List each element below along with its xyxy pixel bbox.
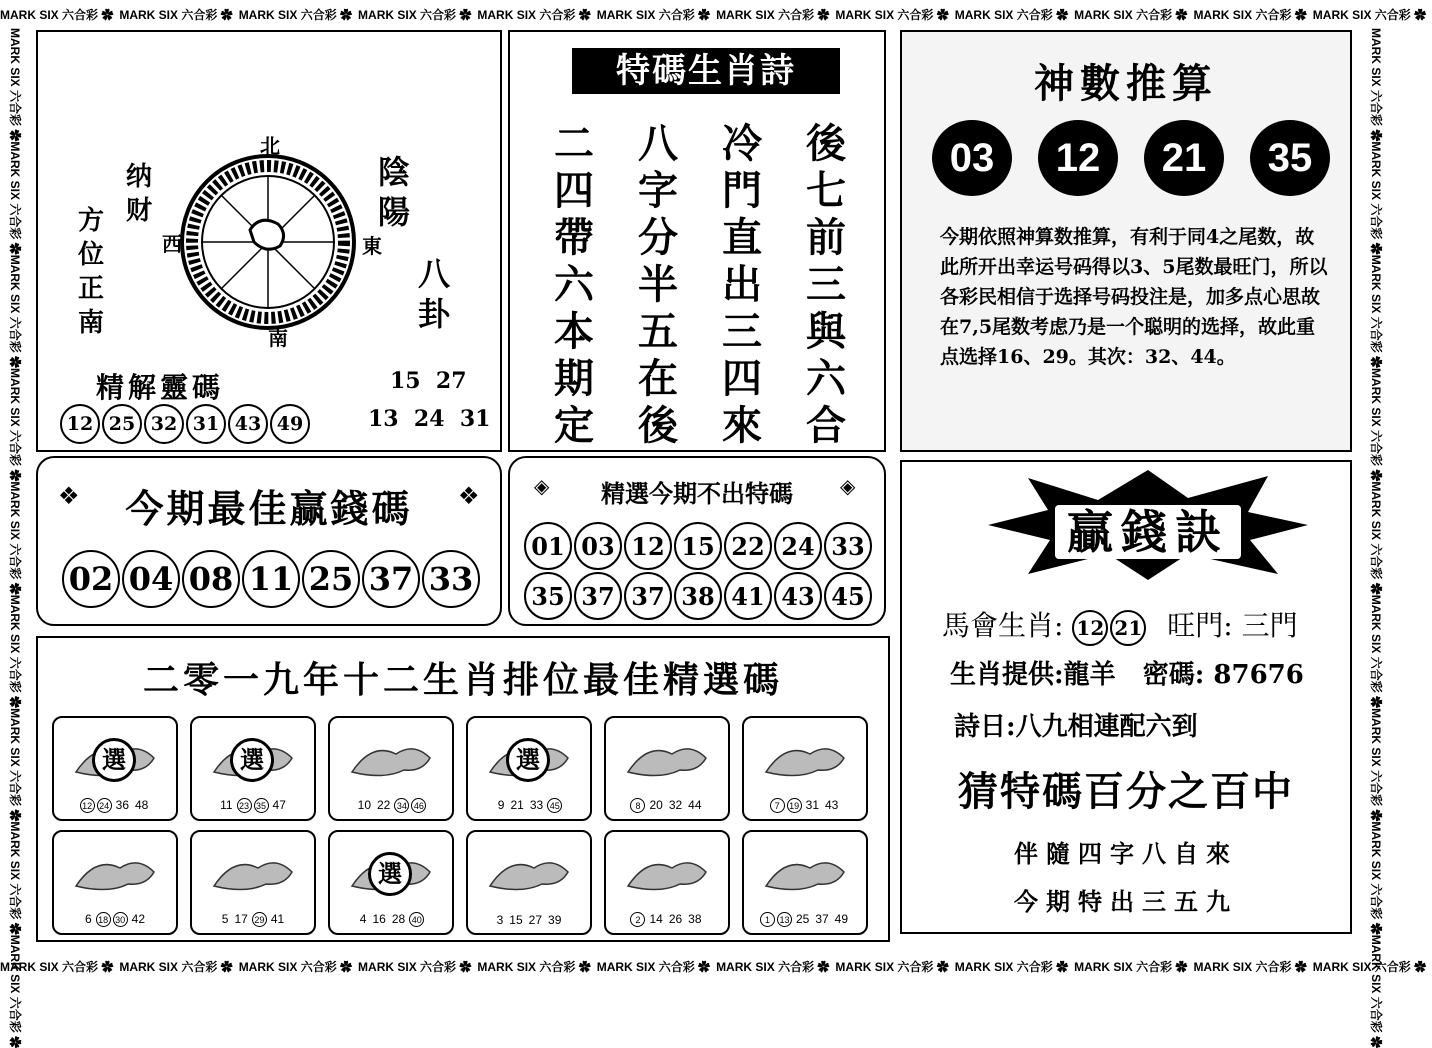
zodiac-number: 2 xyxy=(630,912,645,927)
number-ball: 37 xyxy=(574,572,622,620)
divine-text: 今期依照神算数推算，有利于同4之尾数，故此所开出幸运号码得以3、5尾数最旺门，所以各彩民相信于选择号码投注是，加多点心思故在7,5尾数考虑乃是一个聪明的选择，故此重点选择16、29。其次：32、44。 xyxy=(940,226,1328,368)
zodiac-number: 47 xyxy=(272,797,286,812)
no-special-row2 xyxy=(524,572,874,620)
number-ball: 08 xyxy=(182,550,240,608)
zodiac-number: 38 xyxy=(688,911,702,926)
win-title-text: 贏錢訣 xyxy=(1055,505,1241,559)
right-border-strip xyxy=(1363,28,1389,1048)
compass-balls xyxy=(60,404,312,444)
zodiac-number: 27 xyxy=(528,913,543,927)
zodiac-number: 11 xyxy=(220,797,233,812)
zodiac-number: 3 xyxy=(496,913,504,927)
zodiac-number: 16 xyxy=(372,911,386,926)
east-label: 東 xyxy=(362,234,382,258)
border-brand-unit: MARK SIX 六合彩 ✿ xyxy=(8,481,22,595)
number-ball: 02 xyxy=(62,550,120,608)
no-special-title: 精選今期不出特碼 xyxy=(601,479,793,508)
number-ball: 38 xyxy=(674,572,722,620)
border-brand-unit: MARK SIX 六合彩 ✿ xyxy=(8,594,22,709)
zodiac-number: 31 xyxy=(805,797,819,812)
zodiac-numbers xyxy=(472,798,586,813)
zodiac-panel xyxy=(36,636,890,942)
border-brand-unit: MARK SIX 六合彩 ✿ xyxy=(1369,934,1383,1048)
win-line1-tail: 旺門: 三門 xyxy=(1167,609,1298,642)
border-brand-unit: MARK SIX 六合彩 ✿ xyxy=(1369,821,1383,935)
zodiac-number: 15 xyxy=(509,913,523,927)
zodiac-numbers xyxy=(610,798,724,813)
win-line5: 今期特出三五九 xyxy=(1014,887,1238,916)
number-ball: 01 xyxy=(524,522,572,570)
best-panel xyxy=(36,456,502,626)
border-brand-unit: MARK SIX 六合彩 ✿ xyxy=(238,8,353,22)
no-special-panel xyxy=(508,456,886,626)
zodiac-cell xyxy=(466,830,592,935)
number-ball: 43 xyxy=(228,404,268,444)
zodiac-number: 12 xyxy=(80,798,95,813)
select-mark: 選 xyxy=(506,738,550,782)
border-brand-unit: MARK SIX 六合彩 ✿ xyxy=(8,821,22,935)
number-ball: 03 xyxy=(574,522,622,570)
zodiac-number: 32 xyxy=(668,797,683,812)
border-brand-unit: MARK SIX 六合彩 ✿ xyxy=(358,960,472,974)
number-ball: 35 xyxy=(524,572,572,620)
border-brand-unit: MARK SIX 六合彩 ✿ xyxy=(1369,594,1383,709)
left-col2-text: 方位正南 xyxy=(78,206,105,338)
zodiac-number: 41 xyxy=(270,911,285,926)
zodiac-number: 22 xyxy=(377,797,391,812)
select-mark: 選 xyxy=(368,852,412,896)
number-ball: 12 xyxy=(624,522,672,570)
win-line3: 詩日:八九相連配六到 xyxy=(954,712,1198,742)
zodiac-number: 5 xyxy=(221,911,229,926)
zodiac-numbers xyxy=(58,912,172,927)
zodiac-numbers xyxy=(58,798,172,813)
zodiac-numbers xyxy=(196,912,310,927)
border-brand-unit: MARK SIX 六合彩 ✿ xyxy=(358,8,472,22)
border-brand-unit: MARK SIX 六合彩 ✿ xyxy=(477,8,591,22)
zodiac-cell xyxy=(190,830,316,935)
compass-panel xyxy=(36,30,502,452)
zodiac-cell xyxy=(604,830,730,935)
poem-col-4: 二四帶六本期定 xyxy=(554,120,594,449)
rooster2-icon xyxy=(482,846,578,902)
diamond-right-icon: ❖ xyxy=(458,482,480,510)
border-brand-unit: MARK SIX 六合彩 ✿ xyxy=(8,368,22,482)
zodiac-number: 21 xyxy=(510,797,524,812)
west-label: 西 xyxy=(162,232,182,256)
poem-col-3: 八字分半五在後 xyxy=(638,120,678,449)
border-brand-unit: MARK SIX 六合彩 ✿ xyxy=(0,960,114,974)
border-brand-unit: MARK SIX 六合彩 ✿ xyxy=(954,960,1069,974)
zodiac-number: 1 xyxy=(760,912,775,927)
zodiac-number: 29 xyxy=(252,912,267,927)
zodiac-number: 13 xyxy=(777,912,792,927)
select-mark: 選 xyxy=(92,738,136,782)
border-brand-unit: MARK SIX 六合彩 ✿ xyxy=(1369,708,1383,822)
border-brand-unit: MARK SIX 六合彩 ✿ xyxy=(0,8,114,22)
zodiac-number: 42 xyxy=(131,911,146,926)
zodiac-number: 8 xyxy=(630,798,645,813)
left-col1-text: 纳财 xyxy=(126,162,153,226)
number-ball: 49 xyxy=(270,404,310,444)
zodiac-number: 45 xyxy=(547,798,562,813)
zodiac-cell xyxy=(742,830,868,935)
best-balls xyxy=(62,550,482,608)
zodiac-number: 33 xyxy=(529,797,544,812)
zodiac-number: 25 xyxy=(795,911,810,926)
border-brand-unit: MARK SIX 六合彩 ✿ xyxy=(1193,960,1307,974)
border-brand-unit: MARK SIX 六合彩 ✿ xyxy=(8,708,22,822)
divine-title: 神數推算 xyxy=(1034,60,1218,107)
zodiac-numbers xyxy=(748,798,862,813)
zodiac-number: 24 xyxy=(97,798,112,813)
zodiac-numbers xyxy=(334,912,448,927)
left-border-strip xyxy=(2,28,28,1048)
border-brand-unit: MARK SIX 六合彩 ✿ xyxy=(8,934,22,1048)
border-brand-unit: MARK SIX 六合彩 ✿ xyxy=(1312,8,1427,22)
zodiac-number: 7 xyxy=(770,798,785,813)
win-line1 xyxy=(942,604,1298,646)
select-mark: 選 xyxy=(230,738,274,782)
rabbit-icon xyxy=(620,846,716,902)
zodiac-numbers xyxy=(748,912,862,927)
border-brand-unit: MARK SIX 六合彩 ✿ xyxy=(8,28,22,142)
border-brand-unit: MARK SIX 六合彩 ✿ xyxy=(1369,368,1383,482)
zodiac-cell xyxy=(328,716,454,821)
zodiac-number: 14 xyxy=(649,911,663,926)
zodiac-numbers xyxy=(334,798,448,813)
zodiac-numbers xyxy=(610,912,724,927)
win-big-line: 猜特碼百分之百中 xyxy=(958,768,1294,815)
goat-icon xyxy=(758,732,854,788)
win-title xyxy=(988,496,1308,562)
number-ball: 21 xyxy=(1110,610,1146,646)
number-ball: 32 xyxy=(144,404,184,444)
zodiac-number: 26 xyxy=(668,911,683,926)
zodiac-number: 18 xyxy=(96,912,111,927)
border-brand-unit: MARK SIX 六合彩 ✿ xyxy=(477,960,591,974)
divine-ball: 12 xyxy=(1038,120,1118,196)
border-brand-unit: MARK SIX 六合彩 ✿ xyxy=(596,8,711,22)
right-col2-text: 八卦 xyxy=(418,255,451,333)
zodiac-title: 二零一九年十二生肖排位最佳精選碼 xyxy=(142,659,783,701)
south-label: 南 xyxy=(268,326,288,350)
divine-ball: 03 xyxy=(932,120,1012,196)
rat-icon xyxy=(758,846,854,902)
number-ball: 37 xyxy=(624,572,672,620)
zodiac-number: 40 xyxy=(409,912,424,927)
divine-balls xyxy=(922,120,1334,196)
zodiac-cell xyxy=(466,716,592,821)
no-special-row1 xyxy=(524,522,874,570)
right-col1-text: 陰陽 xyxy=(378,153,411,231)
north-label: 北 xyxy=(260,134,280,158)
tiger-icon xyxy=(206,846,302,902)
number-ball: 04 xyxy=(122,550,180,608)
zodiac-number: 34 xyxy=(394,798,409,813)
zodiac-numbers xyxy=(472,913,586,927)
zodiac-number: 49 xyxy=(834,911,849,926)
best-title: 今期最佳赢錢碼 xyxy=(125,486,413,531)
border-brand-unit: MARK SIX 六合彩 ✿ xyxy=(954,8,1069,22)
border-brand-unit: MARK SIX 六合彩 ✿ xyxy=(835,8,949,22)
diamond-small-left-icon: ◈ xyxy=(534,474,550,498)
zodiac-number: 10 xyxy=(357,797,371,812)
border-brand-unit: MARK SIX 六合彩 ✿ xyxy=(1369,141,1383,255)
win-line1-balls xyxy=(1072,609,1148,642)
border-brand-unit: MARK SIX 六合彩 ✿ xyxy=(716,960,830,974)
number-ball: 41 xyxy=(724,572,772,620)
rooster-icon xyxy=(344,732,440,788)
number-ball: 45 xyxy=(824,572,872,620)
divine-ball: 21 xyxy=(1144,120,1224,196)
border-brand-unit: MARK SIX 六合彩 ✿ xyxy=(238,960,353,974)
border-brand-unit: MARK SIX 六合彩 ✿ xyxy=(1074,8,1188,22)
border-brand-unit: MARK SIX 六合彩 ✿ xyxy=(1369,254,1383,369)
zodiac-number: 46 xyxy=(411,798,426,813)
number-ball: 25 xyxy=(302,550,360,608)
zodiac-number: 39 xyxy=(548,913,562,927)
number-ball: 25 xyxy=(102,404,142,444)
poem-panel xyxy=(508,30,886,452)
win-line2: 生肖提供:龍羊 密碼: 87676 xyxy=(950,660,1304,690)
win-line1-label: 馬會生肖: xyxy=(942,609,1064,642)
divine-ball: 35 xyxy=(1250,120,1330,196)
poem-col-2: 冷門直出三四來 xyxy=(722,120,762,449)
poem-title: 特碼生肖詩 xyxy=(572,48,840,94)
zodiac-number: 36 xyxy=(115,797,129,812)
number-ball: 12 xyxy=(60,404,100,444)
border-brand-unit: MARK SIX 六合彩 ✿ xyxy=(1369,481,1383,595)
number-ball: 24 xyxy=(774,522,822,570)
number-ball: 22 xyxy=(724,522,772,570)
compass-wheel-icon xyxy=(178,152,358,332)
number-ball: 31 xyxy=(186,404,226,444)
zodiac-number: 35 xyxy=(254,798,269,813)
border-brand-unit: MARK SIX 六合彩 ✿ xyxy=(8,254,22,369)
number-ball: 43 xyxy=(774,572,822,620)
divine-panel xyxy=(900,30,1352,452)
border-brand-unit: MARK SIX 六合彩 ✿ xyxy=(1074,960,1188,974)
border-brand-unit: MARK SIX 六合彩 ✿ xyxy=(1369,28,1383,142)
poem-col-1: 後七前三與六合 xyxy=(806,120,846,449)
number-ball: 33 xyxy=(422,550,480,608)
diamond-small-right-icon: ◈ xyxy=(840,474,856,498)
zodiac-number: 6 xyxy=(84,911,92,926)
number-ball: 12 xyxy=(1072,610,1108,646)
zodiac-number: 37 xyxy=(815,911,829,926)
zodiac-cell xyxy=(190,716,316,821)
zodiac-number: 23 xyxy=(237,798,252,813)
horse-icon xyxy=(68,846,164,902)
number-ball: 33 xyxy=(824,522,872,570)
number-ball: 37 xyxy=(362,550,420,608)
border-brand-unit: MARK SIX 六合彩 ✿ xyxy=(8,141,22,255)
compass-nums-line2: 13 24 31 xyxy=(368,406,491,432)
dragon-icon xyxy=(620,732,716,788)
zodiac-cell xyxy=(604,716,730,821)
win-line4: 伴隨四字八自來 xyxy=(1014,839,1238,868)
compass-nums-line1: 15 27 xyxy=(390,368,467,394)
zodiac-cell xyxy=(52,716,178,821)
zodiac-number: 17 xyxy=(234,911,248,926)
number-ball: 11 xyxy=(242,550,300,608)
border-brand-unit: MARK SIX 六合彩 ✿ xyxy=(835,960,949,974)
border-brand-unit: MARK SIX 六合彩 ✿ xyxy=(596,960,711,974)
border-brand-unit: MARK SIX 六合彩 ✿ xyxy=(119,8,233,22)
zodiac-number: 4 xyxy=(359,911,367,926)
compass-title: 精解靈碼 xyxy=(96,371,225,404)
zodiac-number: 20 xyxy=(649,797,663,812)
zodiac-number: 28 xyxy=(391,911,406,926)
win-panel xyxy=(900,460,1352,934)
zodiac-cell xyxy=(742,716,868,821)
bottom-border-strip xyxy=(0,954,1427,980)
zodiac-number: 9 xyxy=(497,797,505,812)
zodiac-number: 44 xyxy=(688,797,702,812)
zodiac-number: 43 xyxy=(825,797,839,812)
zodiac-cell xyxy=(328,830,454,935)
border-brand-unit: MARK SIX 六合彩 ✿ xyxy=(119,960,233,974)
zodiac-number: 19 xyxy=(787,798,802,813)
number-ball: 15 xyxy=(674,522,722,570)
border-brand-unit: MARK SIX 六合彩 ✿ xyxy=(1312,960,1427,974)
zodiac-number: 30 xyxy=(113,912,128,927)
zodiac-numbers xyxy=(196,798,310,813)
zodiac-number: 48 xyxy=(135,797,149,812)
border-brand-unit: MARK SIX 六合彩 ✿ xyxy=(1193,8,1307,22)
border-brand-unit: MARK SIX 六合彩 ✿ xyxy=(716,8,830,22)
zodiac-cell xyxy=(52,830,178,935)
top-border-strip xyxy=(0,2,1427,28)
diamond-left-icon: ❖ xyxy=(58,482,80,510)
